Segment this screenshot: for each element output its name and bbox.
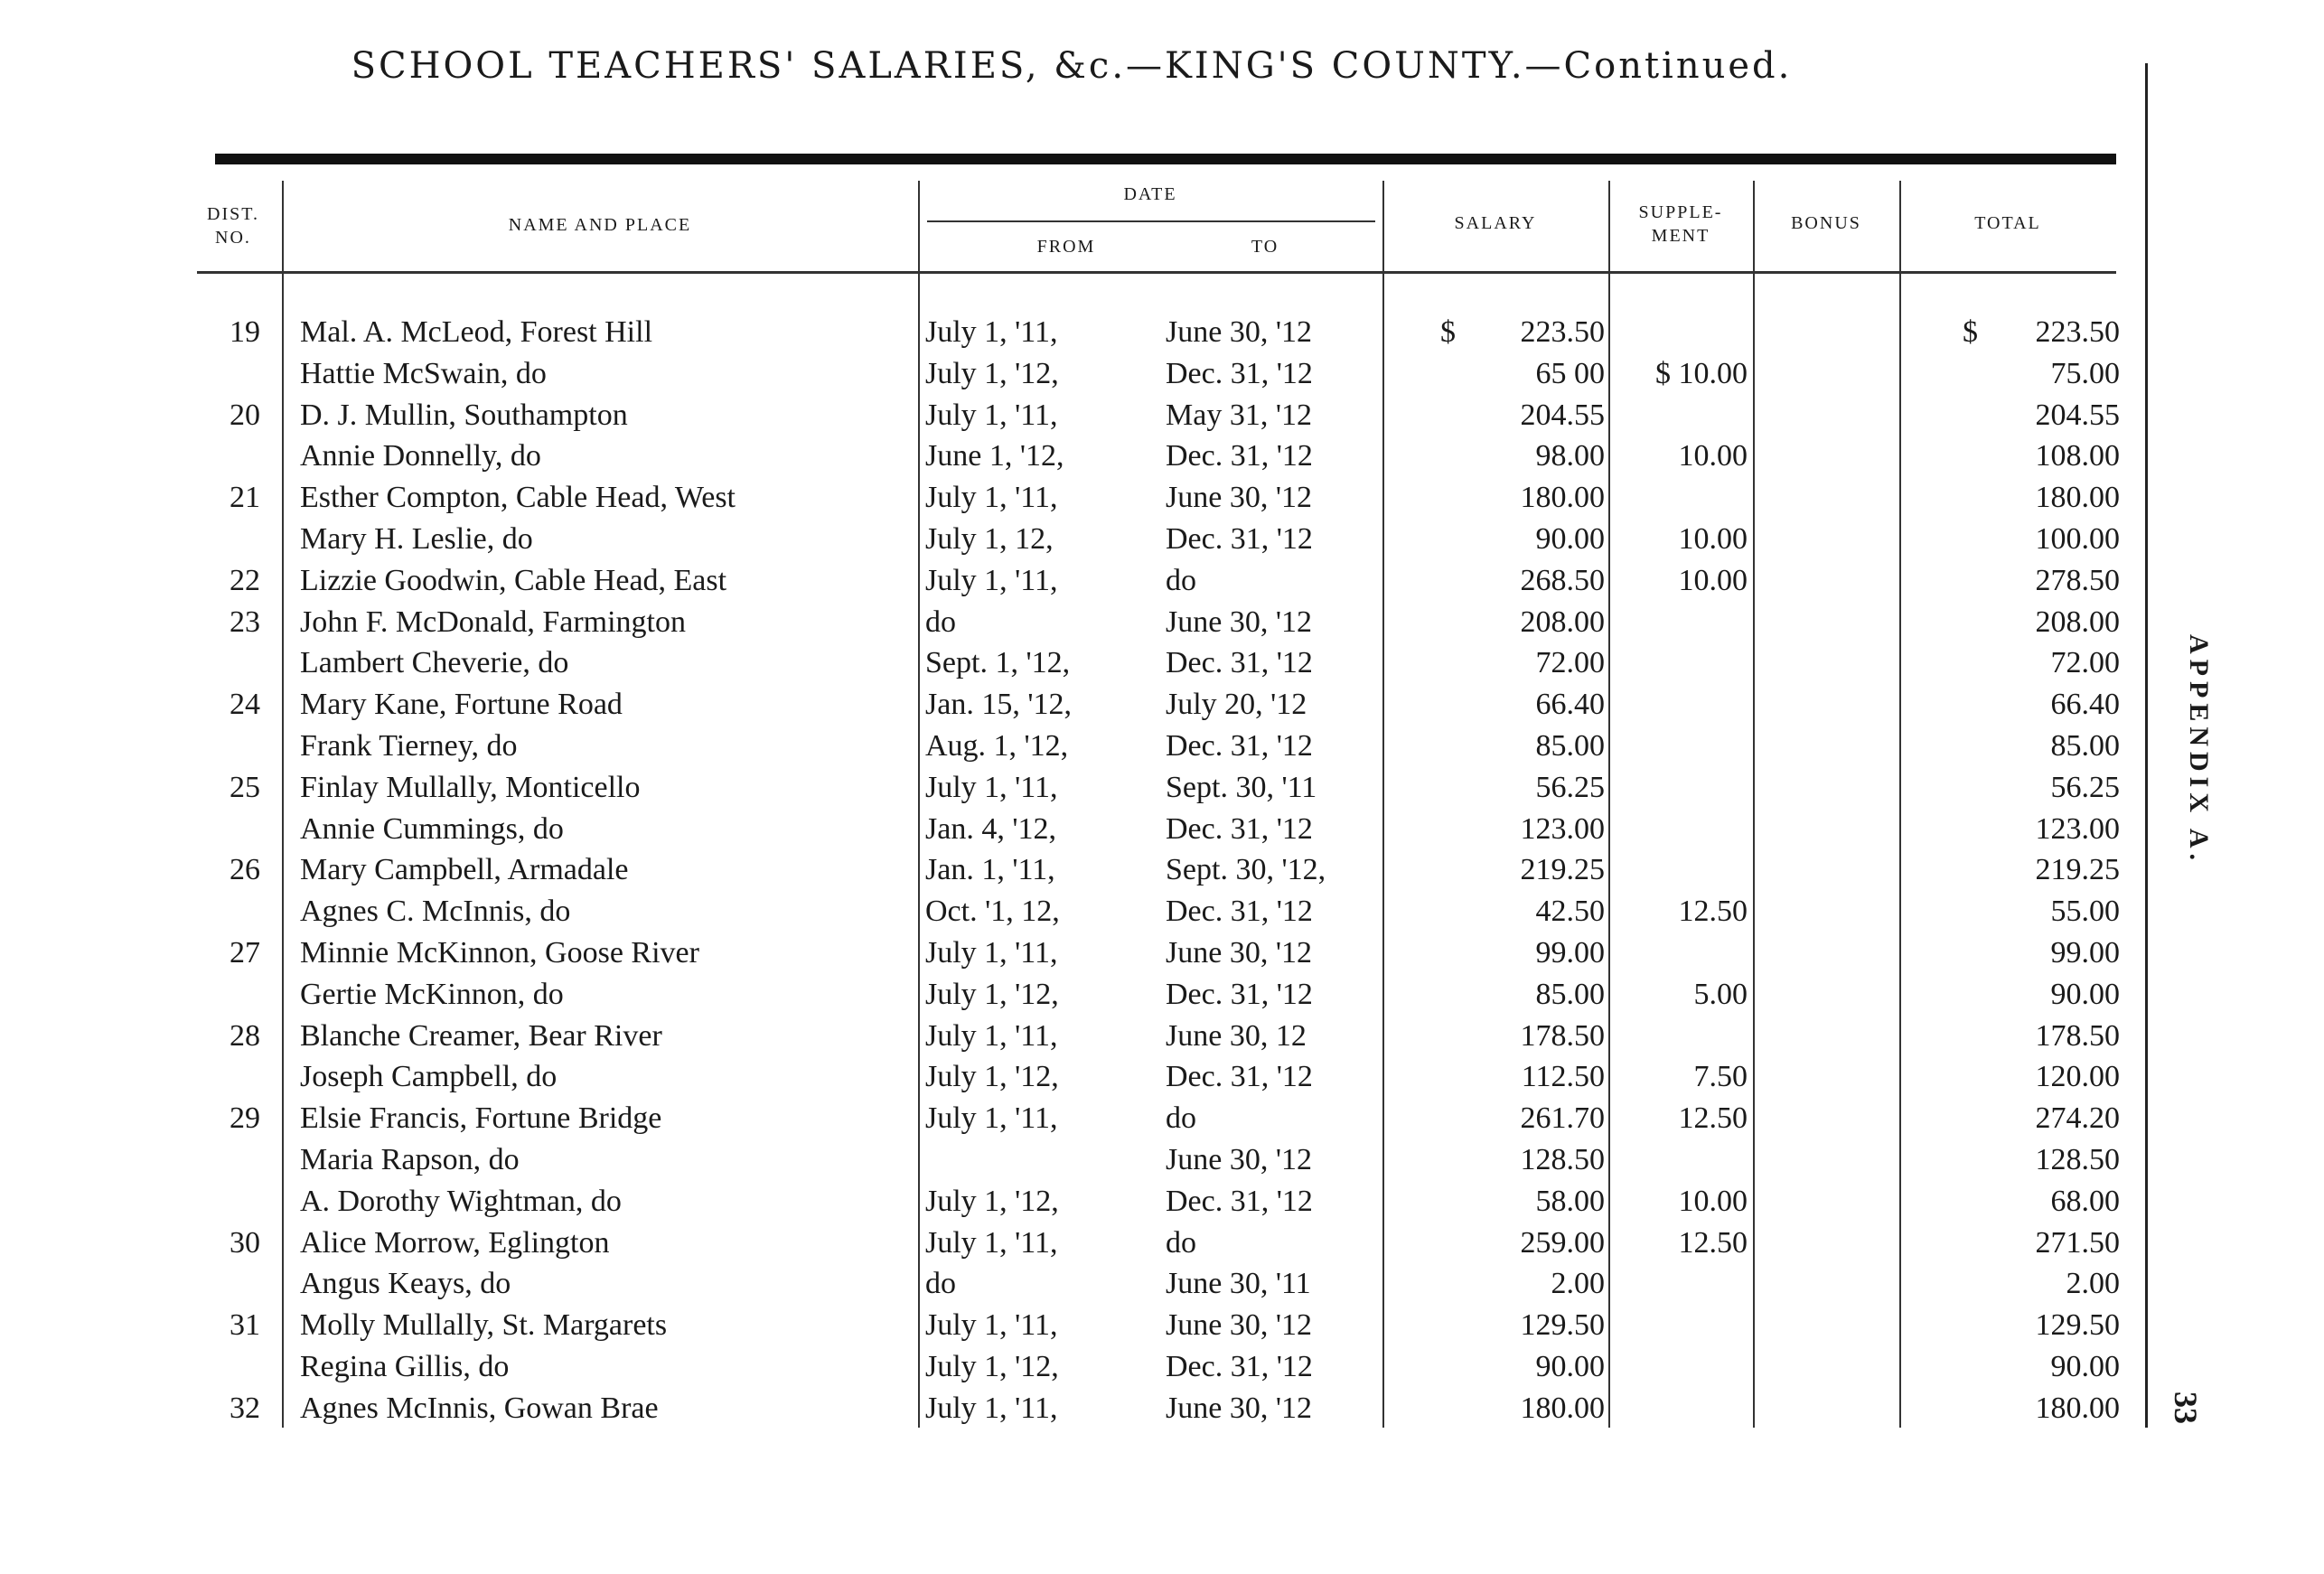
table-row xyxy=(0,1388,2143,1429)
salary-amount: 123.00 xyxy=(1520,811,1605,846)
table-row xyxy=(0,1223,2143,1264)
date-from: Jan. 15, '12, xyxy=(925,688,1072,722)
teacher-name-and-place: Agnes C. McInnis, do xyxy=(300,895,571,929)
date-from: July 1, '11, xyxy=(925,770,1058,804)
date-from: June 1, '12, xyxy=(925,439,1064,473)
dist-number: 22 xyxy=(230,563,260,597)
date-from: July 1, '11, xyxy=(925,935,1058,970)
salary-amount: 56.25 xyxy=(1535,770,1605,804)
date-to: June 30, '12 xyxy=(1166,935,1312,970)
teacher-name-and-place: Hattie McSwain, do xyxy=(300,356,547,390)
date-from: July 1, '11, xyxy=(925,315,1058,349)
total-amount: 208.00 xyxy=(2035,604,2120,639)
total-amount: 129.50 xyxy=(2035,1308,2120,1343)
dist-number: 24 xyxy=(230,688,260,722)
table-row xyxy=(0,395,2143,436)
date-from: do xyxy=(925,1267,956,1301)
salary-amount: 66.40 xyxy=(1535,688,1605,722)
date-from: July 1, '11, xyxy=(925,481,1058,515)
date-to: do xyxy=(1166,1225,1196,1260)
supplement-amount: 10.00 xyxy=(1678,1184,1748,1218)
table-row xyxy=(0,312,2143,353)
dist-number: 20 xyxy=(230,398,260,432)
total-amount: 223.50 xyxy=(2035,315,2120,349)
table-row xyxy=(0,436,2143,477)
date-from: July 1, '12, xyxy=(925,1060,1059,1094)
salary-amount: 90.00 xyxy=(1535,1349,1605,1383)
salary-table-body xyxy=(0,312,2143,1429)
teacher-name-and-place: Mary H. Leslie, do xyxy=(300,521,533,556)
table-row xyxy=(0,1181,2143,1223)
total-amount: 85.00 xyxy=(2050,728,2120,763)
dist-number: 25 xyxy=(230,770,260,804)
date-from: July 1, '11, xyxy=(925,1391,1058,1425)
date-from: July 1, '12, xyxy=(925,356,1059,390)
supplement-amount: 5.00 xyxy=(1693,977,1748,1011)
date-from: July 1, '11, xyxy=(925,1101,1058,1136)
header-top-rule xyxy=(215,154,2116,164)
teacher-name-and-place: Esther Compton, Cable Head, West xyxy=(300,481,736,515)
salary-amount: 259.00 xyxy=(1520,1225,1605,1260)
table-row xyxy=(0,602,2143,643)
supplement-amount: 12.50 xyxy=(1678,1225,1748,1260)
date-to: Dec. 31, '12 xyxy=(1166,646,1313,680)
teacher-name-and-place: Angus Keays, do xyxy=(300,1267,511,1301)
date-to: June 30, '11 xyxy=(1166,1267,1311,1301)
total-dollar-sign: $ xyxy=(1963,315,1978,349)
date-from: July 1, 12, xyxy=(925,521,1054,556)
header-to: TO xyxy=(1251,237,1279,257)
date-from: Jan. 4, '12, xyxy=(925,811,1056,846)
date-to: Dec. 31, '12 xyxy=(1166,811,1313,846)
header-supplement-line2: MENT xyxy=(1651,226,1710,246)
teacher-name-and-place: D. J. Mullin, Southampton xyxy=(300,398,628,432)
date-to: Dec. 31, '12 xyxy=(1166,1349,1313,1383)
total-amount: 75.00 xyxy=(2050,356,2120,390)
salary-amount: 261.70 xyxy=(1520,1101,1605,1136)
table-row xyxy=(0,849,2143,891)
date-to: July 20, '12 xyxy=(1166,688,1307,722)
date-to: Sept. 30, '12, xyxy=(1166,853,1326,887)
date-to: June 30, '12 xyxy=(1166,1142,1312,1176)
page-number: 33 xyxy=(2168,1391,2204,1424)
table-row xyxy=(0,767,2143,809)
table-row xyxy=(0,477,2143,519)
salary-amount: 178.50 xyxy=(1520,1018,1605,1053)
dist-number: 31 xyxy=(230,1308,260,1343)
header-dist: DIST. xyxy=(207,204,259,224)
date-to: Dec. 31, '12 xyxy=(1166,977,1313,1011)
supplement-amount: $ 10.00 xyxy=(1655,356,1748,390)
date-from: Aug. 1, '12, xyxy=(925,728,1069,763)
date-to: Dec. 31, '12 xyxy=(1166,895,1313,929)
date-from: July 1, '12, xyxy=(925,1349,1059,1383)
table-row xyxy=(0,891,2143,932)
header-bottom-rule xyxy=(197,271,2116,274)
salary-amount: 65 00 xyxy=(1535,356,1605,390)
table-row xyxy=(0,1305,2143,1346)
teacher-name-and-place: Agnes McInnis, Gowan Brae xyxy=(300,1391,659,1425)
teacher-name-and-place: John F. McDonald, Farmington xyxy=(300,604,686,639)
date-from: Oct. '1, 12, xyxy=(925,895,1060,929)
teacher-name-and-place: Frank Tierney, do xyxy=(300,728,518,763)
date-to: June 30, '12 xyxy=(1166,1391,1312,1425)
teacher-name-and-place: Joseph Campbell, do xyxy=(300,1060,558,1094)
teacher-name-and-place: Lambert Cheverie, do xyxy=(300,646,569,680)
table-row xyxy=(0,1056,2143,1098)
date-from: Jan. 1, '11, xyxy=(925,853,1055,887)
table-row xyxy=(0,809,2143,850)
teacher-name-and-place: A. Dorothy Wightman, do xyxy=(300,1184,622,1218)
date-to: June 30, '12 xyxy=(1166,481,1312,515)
total-amount: 108.00 xyxy=(2035,439,2120,473)
dist-number: 26 xyxy=(230,853,260,887)
supplement-amount: 10.00 xyxy=(1678,563,1748,597)
total-amount: 120.00 xyxy=(2035,1060,2120,1094)
header-no: NO. xyxy=(215,228,251,248)
total-amount: 56.25 xyxy=(2050,770,2120,804)
teacher-name-and-place: Molly Mullally, St. Margarets xyxy=(300,1308,668,1343)
table-row xyxy=(0,1098,2143,1139)
total-amount: 72.00 xyxy=(2050,646,2120,680)
date-subheader-rule xyxy=(927,220,1375,222)
appendix-label: APPENDIX A. xyxy=(2184,633,2214,866)
total-amount: 99.00 xyxy=(2050,935,2120,970)
date-to: do xyxy=(1166,1101,1196,1136)
salary-amount: 268.50 xyxy=(1520,563,1605,597)
table-row xyxy=(0,726,2143,767)
salary-amount: 85.00 xyxy=(1535,728,1605,763)
teacher-name-and-place: Finlay Mullally, Monticello xyxy=(300,770,641,804)
date-from: July 1, '11, xyxy=(925,398,1058,432)
supplement-amount: 10.00 xyxy=(1678,439,1748,473)
date-to: June 30, '12 xyxy=(1166,604,1312,639)
header-total: TOTAL xyxy=(1974,213,2041,233)
teacher-name-and-place: Minnie McKinnon, Goose River xyxy=(300,935,699,970)
date-to: Sept. 30, '11 xyxy=(1166,770,1317,804)
salary-amount: 223.50 xyxy=(1520,315,1605,349)
total-amount: 100.00 xyxy=(2035,521,2120,556)
dist-number: 32 xyxy=(230,1391,260,1425)
date-from: July 1, '12, xyxy=(925,977,1059,1011)
salary-amount: 2.00 xyxy=(1551,1267,1605,1301)
table-row xyxy=(0,642,2143,684)
total-amount: 219.25 xyxy=(2035,853,2120,887)
header-name-and-place: NAME AND PLACE xyxy=(508,215,692,235)
salary-amount: 129.50 xyxy=(1520,1308,1605,1343)
date-from: Sept. 1, '12, xyxy=(925,646,1071,680)
date-to: Dec. 31, '12 xyxy=(1166,1184,1313,1218)
total-amount: 90.00 xyxy=(2050,977,2120,1011)
right-margin-rule xyxy=(2145,63,2148,1428)
date-from: July 1, '11, xyxy=(925,1308,1058,1343)
salary-amount: 90.00 xyxy=(1535,521,1605,556)
dist-number: 23 xyxy=(230,604,260,639)
supplement-amount: 7.50 xyxy=(1693,1060,1748,1094)
total-amount: 180.00 xyxy=(2035,481,2120,515)
total-amount: 271.50 xyxy=(2035,1225,2120,1260)
dist-number: 19 xyxy=(230,315,260,349)
date-to: Dec. 31, '12 xyxy=(1166,521,1313,556)
table-row xyxy=(0,519,2143,560)
table-row xyxy=(0,560,2143,602)
header-bonus: BONUS xyxy=(1791,213,1861,233)
salary-amount: 128.50 xyxy=(1520,1142,1605,1176)
supplement-amount: 12.50 xyxy=(1678,895,1748,929)
total-amount: 278.50 xyxy=(2035,563,2120,597)
total-amount: 274.20 xyxy=(2035,1101,2120,1136)
teacher-name-and-place: Mary Campbell, Armadale xyxy=(300,853,629,887)
table-row xyxy=(0,1346,2143,1388)
supplement-amount: 10.00 xyxy=(1678,521,1748,556)
header-supplement-line1: SUPPLE- xyxy=(1638,202,1723,222)
header-salary: SALARY xyxy=(1454,213,1537,233)
date-from: July 1, '12, xyxy=(925,1184,1059,1218)
salary-amount: 58.00 xyxy=(1535,1184,1605,1218)
dist-number: 29 xyxy=(230,1101,260,1136)
date-to: May 31, '12 xyxy=(1166,398,1312,432)
teacher-name-and-place: Annie Cummings, do xyxy=(300,811,564,846)
table-row xyxy=(0,353,2143,395)
salary-amount: 72.00 xyxy=(1535,646,1605,680)
table-row xyxy=(0,1139,2143,1181)
date-from: July 1, '11, xyxy=(925,563,1058,597)
teacher-name-and-place: Mal. A. McLeod, Forest Hill xyxy=(300,315,653,349)
date-from: July 1, '11, xyxy=(925,1225,1058,1260)
dist-number: 30 xyxy=(230,1225,260,1260)
dist-number: 21 xyxy=(230,481,260,515)
salary-amount: 112.50 xyxy=(1521,1060,1605,1094)
total-amount: 68.00 xyxy=(2050,1184,2120,1218)
date-to: June 30, '12 xyxy=(1166,315,1312,349)
date-to: June 30, 12 xyxy=(1166,1018,1307,1053)
teacher-name-and-place: Mary Kane, Fortune Road xyxy=(300,688,623,722)
table-row xyxy=(0,974,2143,1016)
salary-amount: 85.00 xyxy=(1535,977,1605,1011)
total-amount: 204.55 xyxy=(2035,398,2120,432)
page-title: SCHOOL TEACHERS' SALARIES, &c.—KING'S COUNTY.—Continued. xyxy=(351,45,1793,87)
total-amount: 178.50 xyxy=(2035,1018,2120,1053)
salary-amount: 219.25 xyxy=(1520,853,1605,887)
date-from: July 1, '11, xyxy=(925,1018,1058,1053)
total-amount: 66.40 xyxy=(2050,688,2120,722)
total-amount: 180.00 xyxy=(2035,1391,2120,1425)
salary-amount: 98.00 xyxy=(1535,439,1605,473)
date-to: Dec. 31, '12 xyxy=(1166,1060,1313,1094)
header-date: DATE xyxy=(1123,184,1177,204)
supplement-amount: 12.50 xyxy=(1678,1101,1748,1136)
salary-dollar-sign: $ xyxy=(1440,315,1456,349)
teacher-name-and-place: Maria Rapson, do xyxy=(300,1142,520,1176)
table-row xyxy=(0,1263,2143,1305)
total-amount: 90.00 xyxy=(2050,1349,2120,1383)
total-amount: 128.50 xyxy=(2035,1142,2120,1176)
salary-amount: 204.55 xyxy=(1520,398,1605,432)
header-from: FROM xyxy=(1036,237,1096,257)
salary-amount: 180.00 xyxy=(1520,1391,1605,1425)
total-amount: 123.00 xyxy=(2035,811,2120,846)
date-from: do xyxy=(925,604,956,639)
teacher-name-and-place: Annie Donnelly, do xyxy=(300,439,541,473)
teacher-name-and-place: Blanche Creamer, Bear River xyxy=(300,1018,662,1053)
dist-number: 27 xyxy=(230,935,260,970)
salary-amount: 208.00 xyxy=(1520,604,1605,639)
salary-amount: 99.00 xyxy=(1535,935,1605,970)
table-row xyxy=(0,684,2143,726)
date-to: Dec. 31, '12 xyxy=(1166,728,1313,763)
teacher-name-and-place: Gertie McKinnon, do xyxy=(300,977,564,1011)
total-amount: 2.00 xyxy=(2066,1267,2120,1301)
date-to: Dec. 31, '12 xyxy=(1166,356,1313,390)
date-to: Dec. 31, '12 xyxy=(1166,439,1313,473)
teacher-name-and-place: Regina Gillis, do xyxy=(300,1349,510,1383)
salary-amount: 180.00 xyxy=(1520,481,1605,515)
date-to: do xyxy=(1166,563,1196,597)
total-amount: 55.00 xyxy=(2050,895,2120,929)
teacher-name-and-place: Alice Morrow, Eglington xyxy=(300,1225,610,1260)
date-to: June 30, '12 xyxy=(1166,1308,1312,1343)
table-row xyxy=(0,932,2143,974)
dist-number: 28 xyxy=(230,1018,260,1053)
teacher-name-and-place: Elsie Francis, Fortune Bridge xyxy=(300,1101,662,1136)
teacher-name-and-place: Lizzie Goodwin, Cable Head, East xyxy=(300,563,727,597)
table-row xyxy=(0,1016,2143,1057)
salary-amount: 42.50 xyxy=(1535,895,1605,929)
